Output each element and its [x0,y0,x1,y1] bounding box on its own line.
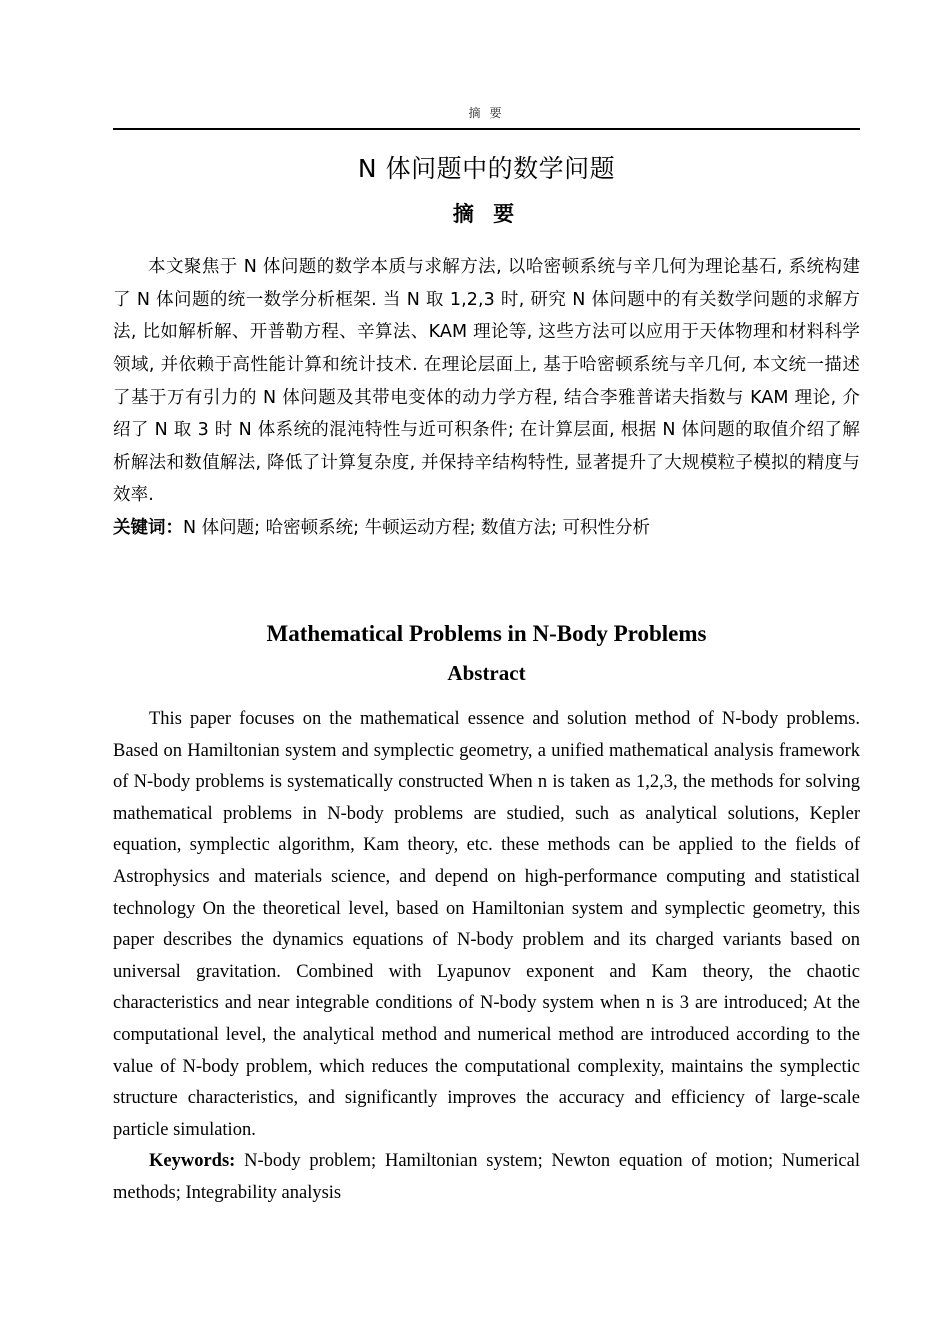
english-title: Mathematical Problems in N-Body Problems [266,621,707,647]
chinese-abstract-heading: 摘 要 [452,201,521,226]
abstract-content [113,144,860,1210]
english-keywords-label: Keywords: [149,1151,236,1172]
chinese-abstract-body: 本文聚焦于 N 体问题的数学本质与求解方法, 以哈密顿系统与辛几何为理论基石, 系统构建了 N 体问题的统一数学分析框架. 当 N 取 1,2,3 时, 研究 N 体问题中的有关数学问题的求解方法, 比如解析解、开普勒方程、辛算法、KAM 理论等, 这些方法可以应用于天体物理和材料科学领域, 并依赖于高性能计算和统计技术. 在理论层面上, 基于哈密顿系统与辛几何, 本文统一描述了基于万有引力的 N 体问题及其带电变体的动力学方程, 结合李雅普诺夫指数与 KAM 理论, 介绍了 N 取 3 时 N 体系统的混沌特性与近可积条件; 在计算层面, 根据 N 体问题的取值介绍了解析解法和数值解法, 降低了计算复杂度, 并保持辛结构特性, 显著提升了大规模粒子模拟的精度与效率. [113,257,860,506]
running-header-text: 摘 要 [468,106,505,120]
chinese-keywords-value: N 体问题; 哈密顿系统; 牛顿运动方程; 数值方法; 可积性分析 [183,517,650,538]
running-header [113,104,860,122]
english-keywords-value: N-body problem; Hamiltonian system; Newton equation of motion; Numerical methods; Integrability analysis [113,1151,860,1203]
english-abstract-heading: Abstract [447,660,526,685]
chinese-title: N 体问题中的数学问题 [357,154,616,183]
english-abstract-body: This paper focuses on the mathematical essence and solution method of N-body problems. Based on Hamiltonian system and symplectic geometry, a unified mathematical analysis framework of N-body problems is systematically constructed When n is taken as 1,2,3, the methods for solving mathematical problems in N-body problems are studied, such as analytical solutions, Kepler equation, symplectic algorithm, Kam theory, etc. these methods can be applied to the fields of Astrophysics and materials science, and depend on high-performance computing and statistical technology On the theoretical level, based on Hamiltonian system and symplectic geometry, this paper describes the dynamics equations of N-body problem and its charged variants based on universal gravitation. Combined with Lyapunov exponent and Kam theory, the chaotic characteristics and near integrable conditions of N-body system when n is 3 are introduced; At the computational level, the analytical method and numerical method are introduced according to the value of N-body problem, which reduces the computational complexity, maintains the symplectic structure characteristics, and significantly improves the accuracy and efficiency of large-scale particle simulation. [113,709,860,1140]
chinese-keywords-label: 关键词： [113,517,183,538]
header-rule-divider [113,128,860,130]
chinese-keywords [113,512,860,545]
english-keywords [113,1146,860,1209]
